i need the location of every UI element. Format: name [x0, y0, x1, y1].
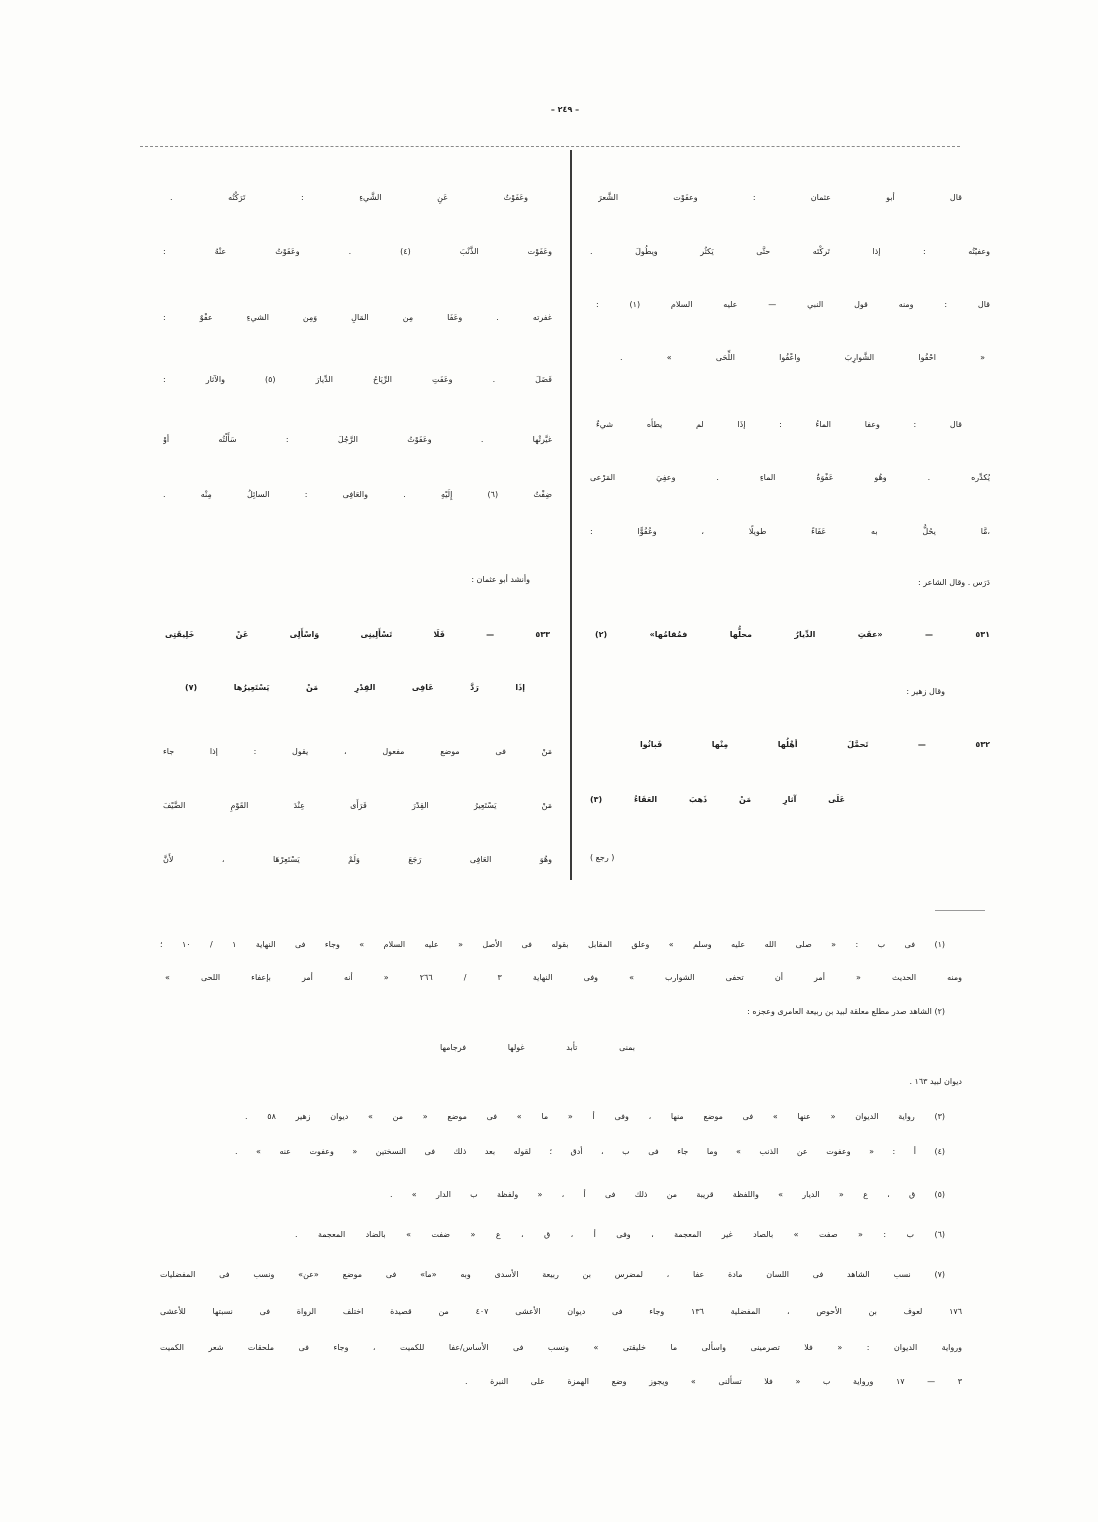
main-text-line: قال : ومنه قول النبي — عليه السلام (١) :	[596, 300, 990, 309]
verse-line: ٥٣٣ — فَلَا تَسْأَلِينِى وَاسْأَلِى عَنْ خَلِيقَتِى	[165, 630, 550, 639]
main-text-line: قال : وعفا الماءُ : إذَا لم يطأه شيءٌ	[596, 420, 962, 429]
footnote-line: ٣ — ١٧ ورواية ب « فلا تسألنى » ويجوز وضع الهمزة على النبرة .	[465, 1377, 962, 1386]
footnote-line: ديوان لبيد ١٦٣ .	[909, 1077, 962, 1086]
main-text-line: ،مَّا يحُلُّ به عَفَاءً طويلًا ، وعُفُوًّا :	[590, 527, 990, 536]
catchword: ( رجع )	[590, 853, 615, 862]
footnote-line: (٧) نسب الشاهد فى اللسان مادة عفا ، لمضرس بن ربيعة الأسدى وبه «ما» فى موضع «عن» ونسب فى المفضليات	[160, 1270, 945, 1279]
verse-line: عَلَى آثارِ مَنْ ذَهبَ العَفَاءُ (٣)	[590, 795, 845, 804]
footnote-separator	[935, 910, 985, 911]
main-text-line: وقال زهير :	[906, 687, 945, 696]
footnote-verse: بمنى تأبد غولها فرجامها	[440, 1043, 635, 1052]
main-text-line: قال أبو عثمان : وعفَوْت الشَّعرَ	[598, 193, 962, 202]
footnote-line: (١) فى ب : « صلى الله عليه وسلم » وعلق المقابل بقوله فى الأصل « عليه السلام » وجاء فى النهاية ١ / ١٠ ؛	[160, 940, 945, 949]
main-text-line: فَضَلَ . وعَفَتِ الرِّيَاحُ الدِّيارَ (٥) والآثار :	[163, 375, 552, 384]
main-text-line: مَنْ فى موضع مفعول ، يقول : إذا جاء	[163, 747, 552, 756]
main-text-line: مَنْ يَسْتَعِيرُ القِدْرَ فَرَأَى عِنْدَ القَوْمِ الضَّيْفَ	[163, 801, 552, 810]
footnote-line: ومنه الحديث « أمر أن تحفى الشوارب » وفى النهاية ٣ / ٢٦٦ « أنه أمر بإعفاء اللحى »	[165, 973, 962, 982]
footnote-line: ١٧٦ لعوف بن الأحوص ، المفضلية ١٣٦ وجاء فى ديوان الأعشى ٤٠٧ من قصيدة اختلف الرواة فى نسبتها للأعشى	[160, 1307, 962, 1316]
footnote-line: (٢) الشاهد صدر مطلع معلقة لبيد بن ربيعة العامرى وعجزه :	[747, 1007, 945, 1016]
main-text-line: وعَفَوْت الذَّنْبَ (٤) . وعَفَوْتُ عنْهُ :	[163, 247, 552, 256]
main-text-line: وعَفَوْتُ عَنِ الشَّيءِ : تَرَكْتُه .	[170, 193, 528, 202]
verse-line: ٥٣١ — «عفَتِ الدِّيارُ محلُّها فمُقامُها» (٢)	[595, 630, 990, 639]
page-number: – ٢٤٩ –	[550, 105, 580, 114]
main-text-line: وعفيْتُه : إذا تَركْتَه حتَّى يَكثُر ويطُولَ .	[590, 247, 990, 256]
main-text-line: وأنشد أبو عثمان :	[471, 575, 530, 584]
main-text-line: ضِفْتُ (٦) إِلَيْهِ . والعَافِى : السائِلُ مِنْه .	[163, 490, 552, 499]
column-divider	[570, 150, 572, 880]
main-text-line: « احْفُوا الشَّوارِبَ واعْفُوا اللِّحَى » .	[620, 353, 985, 362]
main-text-line: يُكدِّره . وهُو عَفْوَةُ الماءِ . وعفِيَ المَرْعى	[590, 473, 990, 482]
main-text-line: غيَّرتْها . وعَفَوْتُ الرَّجُلَ : سَأَلْتُه أوْ	[163, 435, 552, 444]
footnote-line: (٦) ب : « صفت » بالصاد غير المعجمة ، وفى أ ، ق ، ع « ضفت » بالضاد المعجمة .	[295, 1230, 945, 1239]
main-text-line: غفرته . وعَفَا مِن المَالِ وَمِن الشيءِ عفْوٌ :	[163, 313, 552, 322]
footnote-line: (٥) ق ، ع « الديار » واللفظة قريبة من ذلك فى أ ، « ولفظة ب الدار » .	[390, 1190, 945, 1199]
header-rule	[140, 146, 960, 147]
footnote-line: ورواية الديوان : « فلا تصرمينى واسألى ما خليقتى » ونسب فى الأساس/عفا للكميت ، وجاء فى ملحقات شعر الكميت	[160, 1343, 962, 1352]
main-text-line: دَرَس . وقال الشاعر :	[918, 578, 990, 587]
footnote-line: (٤) أ : « وعفوت عن الذنب » وما جاء فى ب ، أدق ؛ لقوله بعد ذلك فى النسختين « وعفوت عنه » .	[235, 1147, 945, 1156]
verse-line: إذَا رَدَّ عَافِى القِدْرِ مَنْ يَسْتَعِيرُها (٧)	[185, 683, 525, 692]
verse-line: ٥٣٢ — تَحمَّلَ أهْلُها مِنْها فَبانُوا	[640, 740, 990, 749]
main-text-line: وهُوَ العَافِى رَجَعَ وَلَمْ يَسْتَعِرْهَا ، لأَنَّ	[163, 855, 552, 864]
footnote-line: (٣) رواية الديوان « عنها » فى موضع منها ، وفى أ « ما » فى موضع « من » ديوان زهير ٥٨ .	[245, 1112, 945, 1121]
